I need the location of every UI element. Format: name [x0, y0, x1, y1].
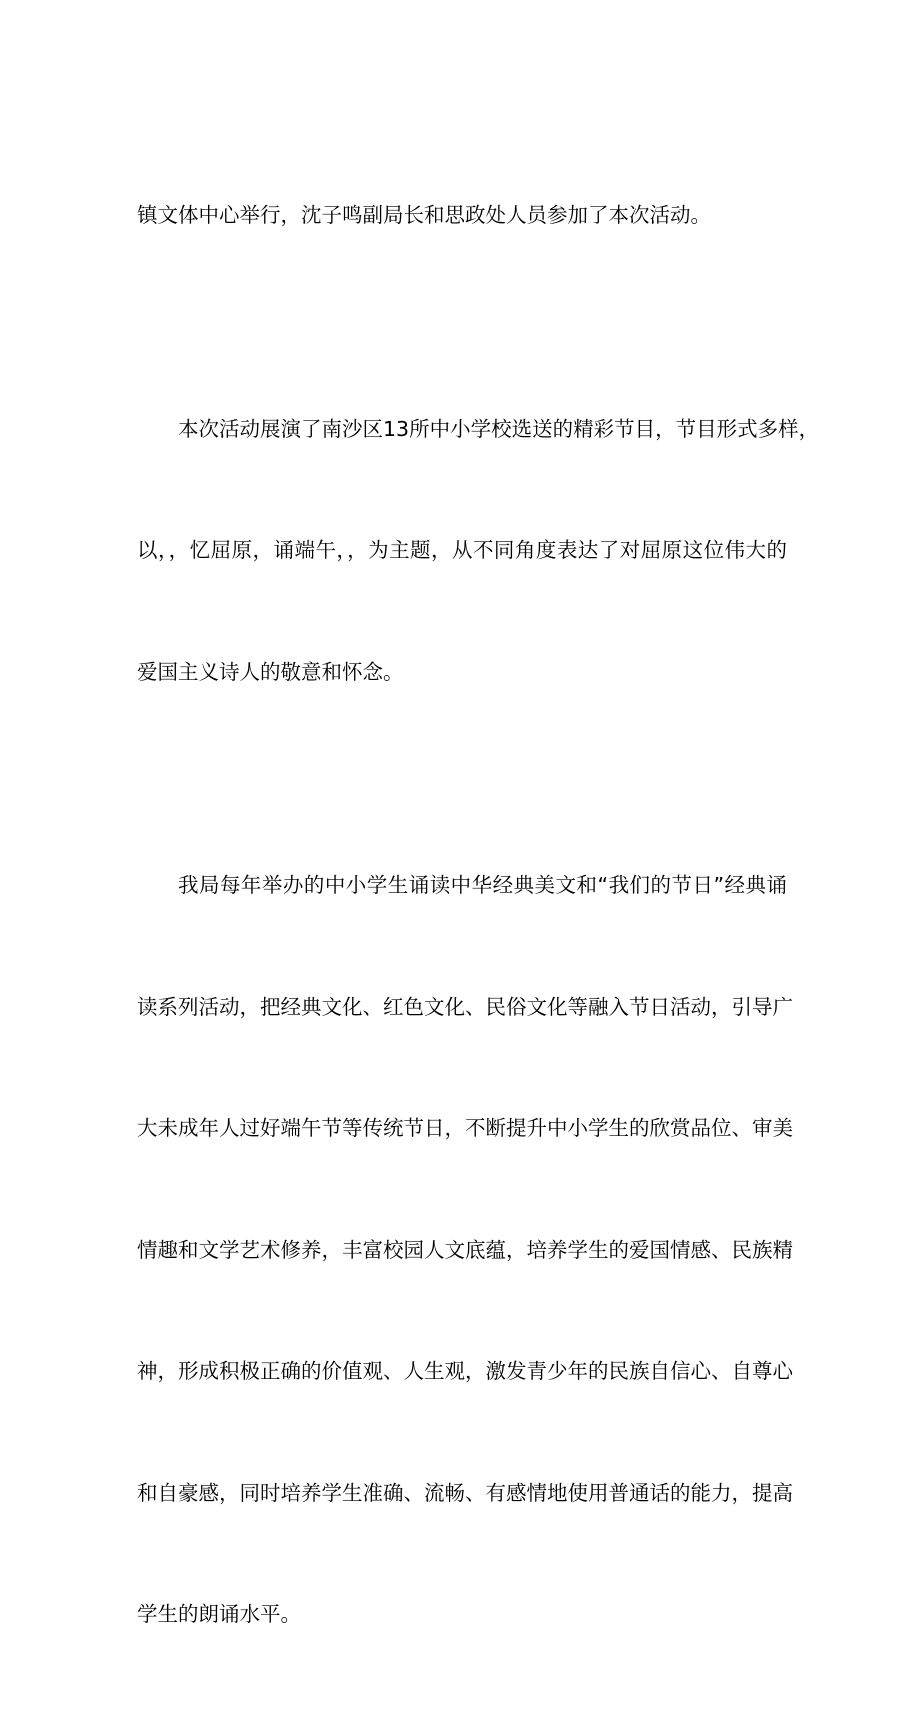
paragraph-2-line-1: 本次活动展演了南沙区13所中小学校选送的精彩节目，节目形式多样，	[178, 416, 820, 441]
paragraph-1	[137, 114, 787, 317]
paragraph-2-line-3: 爱国主义诗人的敬意和怀念。	[137, 659, 404, 684]
paragraph-3-line-5: 神，形成积极正确的价值观、人生观，激发青少年的民族自信心、自尊心	[137, 1359, 793, 1383]
paragraph-3-line-2: 读系列活动，把经典文化、红色文化、民俗文化等融入节日活动，引导广	[137, 994, 793, 1019]
paragraph-3-line-3: 大未成年人过好端午节等传统节日，不断提升中小学生的欣赏品位、审美	[137, 1116, 793, 1140]
paragraph-2-line-2: 以，，忆屈原，诵端午，，为主题，从不同角度表达了对屈原这位伟大的	[137, 538, 787, 562]
paragraph-3-line-4: 情趣和文学艺术修养，丰富校园人文底蕴，培养学生的爱国情感、民族精	[137, 1237, 793, 1262]
paragraph-2	[137, 328, 820, 774]
paragraph-3-line-6: 和自豪感，同时培养学生准确、流畅、有感情地使用普通话的能力，提高	[137, 1480, 793, 1505]
paragraph-3	[137, 784, 793, 1716]
paragraph-1-line-1: 镇文体中心举行，沈子鸣副局长和思政处人员参加了本次活动。	[137, 203, 711, 227]
document-body	[137, 114, 820, 1727]
paragraph-3-line-1: 我局每年举办的中小学生诵读中华经典美文和“我们的节日”经典诵	[178, 873, 787, 897]
paragraph-3-line-7: 学生的朗诵水平。	[137, 1602, 301, 1626]
